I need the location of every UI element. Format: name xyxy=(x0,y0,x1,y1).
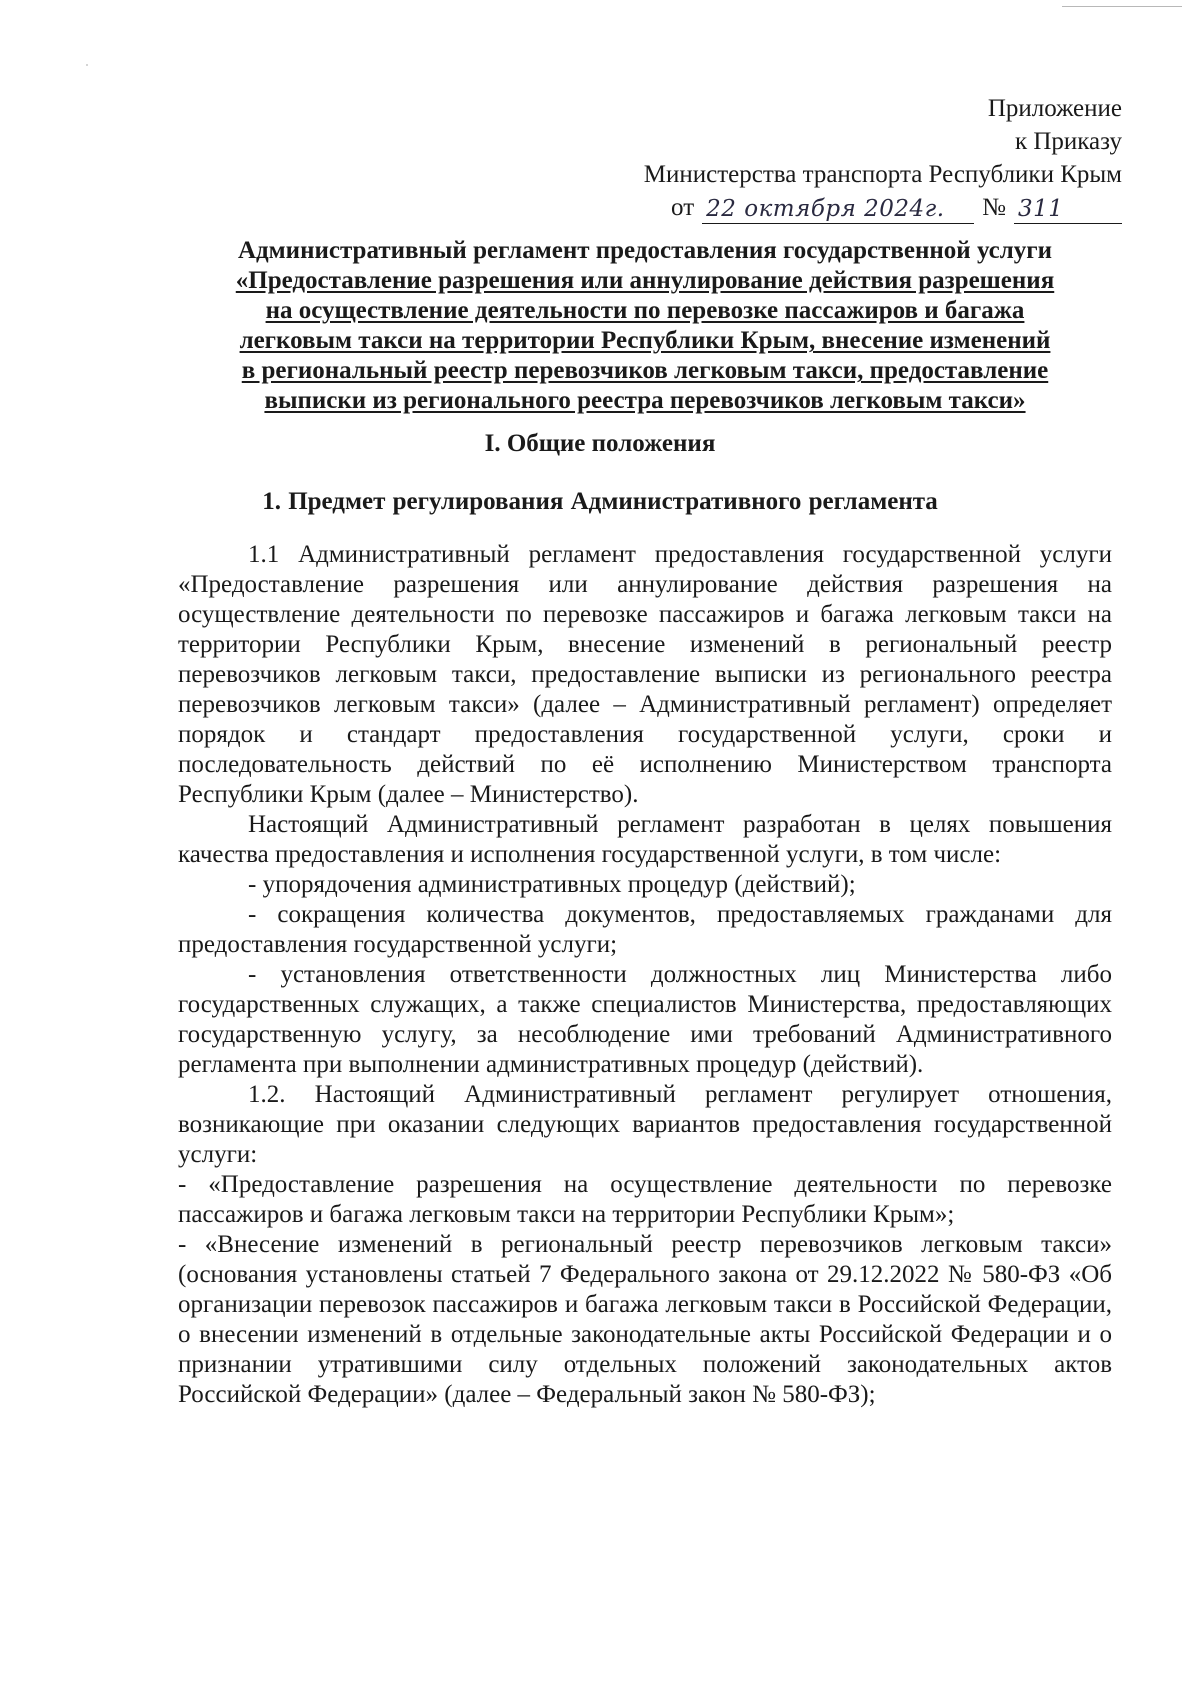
scan-edge-mark xyxy=(1062,6,1182,7)
list-item-documents: - сокращения количества документов, предоставляемых гражданами для предоставления государственной услуги; xyxy=(178,901,1112,958)
document-body xyxy=(178,540,1112,1410)
order-date-number-line xyxy=(644,191,1122,224)
title-line-1: Административный регламент предоставления государственной услуги xyxy=(237,237,1053,264)
paragraph-1-2: 1.2. Настоящий Административный регламент регулирует отношения, возникающие при оказании следующих вариантов предоставления государственной услуги: xyxy=(178,1081,1112,1168)
section-heading: I. Общие положения xyxy=(484,430,716,457)
title-line-2: «Предоставление разрешения или аннулирование действия разрешения xyxy=(235,267,1055,294)
subsection-heading: 1. Предмет регулирования Административного регламента xyxy=(262,488,938,515)
title-line-5: в региональный реестр перевозчиков легковым такси, предоставление xyxy=(241,357,1049,384)
paragraph-1-1: 1.1 Административный регламент предоставления государственной услуги «Предоставление разрешения или аннулирование действия разрешения на осуществление деятельности по перевозке пассажиров и багажа легковым такси на территории Республики Крым, внесение изменений в региональный реестр перевозчиков легковым такси, предоставление выписки из регионального реестра перевозчиков легковым такси» (далее – Административный регламент) определяет порядок и стандарт предоставления государственной услуги, сроки и последовательность действий по её исполнению Министерством транспорта Республики Крым (далее – Министерство). xyxy=(178,541,1112,808)
list-item-variant-permit: - «Предоставление разрешения на осуществление деятельности по перевозке пассажиров и багажа легковым такси на территории Республики Крым»; xyxy=(178,1171,1112,1228)
scan-speck xyxy=(86,64,88,66)
list-item-responsibility: - установления ответственности должностных лиц Министерства либо государственных служащих, а также специалистов Министерства, предоставляющих государственную услугу, за несоблюдение ими требований Административного регламента при выполнении административных процедур (действий). xyxy=(178,961,1112,1078)
order-reference: к Приказу xyxy=(1014,128,1122,155)
paragraph-purpose: Настоящий Административный регламент разработан в целях повышения качества предоставления и исполнения государственной услуги, в том числе: xyxy=(178,811,1112,868)
number-sign: № xyxy=(982,194,1006,221)
title-line-4: легковым такси на территории Республики Крым, внесение изменений xyxy=(239,327,1051,354)
document-title xyxy=(178,236,1112,416)
appendix-label: Приложение xyxy=(987,95,1122,122)
handwritten-order-number: 311 xyxy=(1014,195,1122,224)
date-prefix: от xyxy=(671,194,695,221)
list-item-variant-registry: - «Внесение изменений в региональный реестр перевозчиков легковым такси» (основания установлены статьей 7 Федерального закона от 29.12.2022 № 580-ФЗ «Об организации перевозок пассажиров и багажа легковым такси в Российской Федерации, о внесении изменений в отдельные законодательные акты Российской Федерации и о признании утратившими силу отдельных положений законодательных актов Российской Федерации» (далее – Федеральный закон № 580-ФЗ); xyxy=(178,1231,1112,1408)
title-line-3: на осуществление деятельности по перевозке пассажиров и багажа xyxy=(265,297,1025,324)
ministry-name: Министерства транспорта Республики Крым xyxy=(643,161,1122,188)
appendix-header xyxy=(644,92,1122,224)
list-item-procedures: - упорядочения административных процедур (действий); xyxy=(248,871,856,898)
title-line-6: выписки из регионального реестра перевозчиков легковым такси» xyxy=(264,387,1026,414)
handwritten-date: 22 октября 2024г. xyxy=(702,195,974,224)
